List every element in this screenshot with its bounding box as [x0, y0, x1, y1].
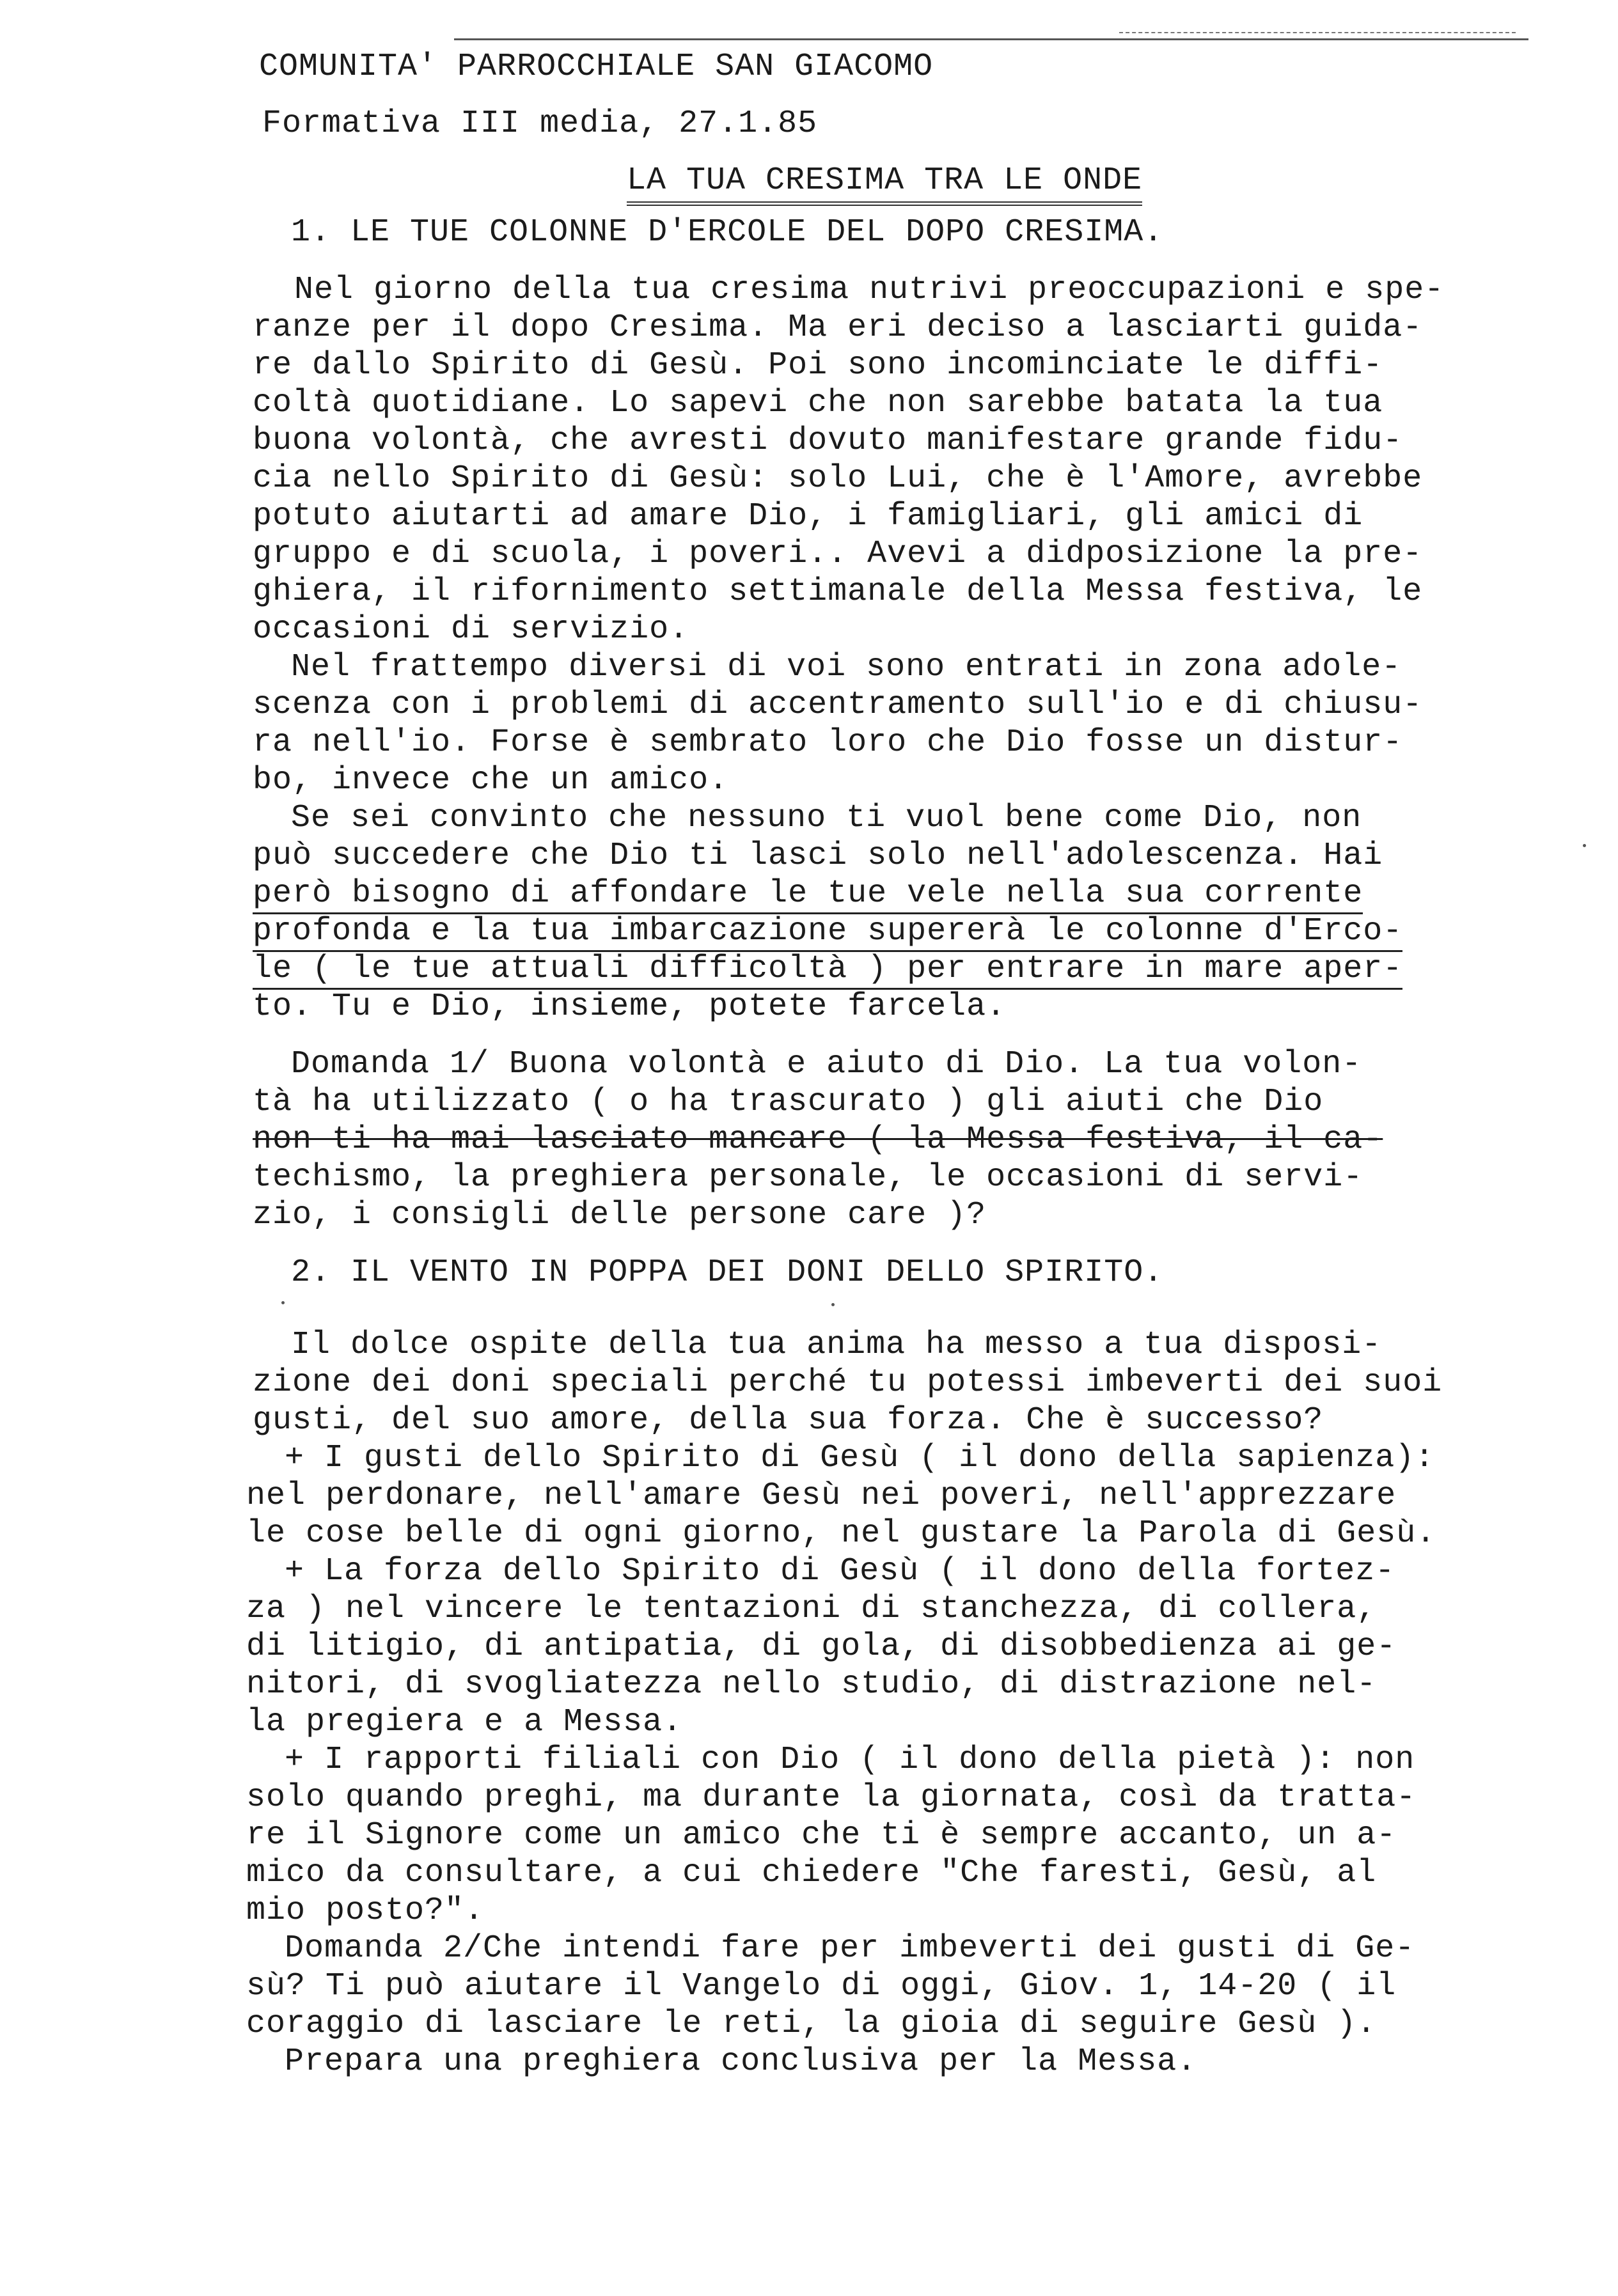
text-line: ra nell'io. Forse è sembrato loro che Dio fosse un distur- — [253, 724, 1403, 761]
underlined-text-line: le ( le tue attuali difficoltà ) per entrare in mare aper- — [253, 951, 1402, 990]
text-line: di litigio, di antipatia, di gola, di disobbedienza ai ge- — [246, 1628, 1397, 1665]
text-line: le cose belle di ogni giorno, nel gustare la Parola di Gesù. — [246, 1515, 1436, 1552]
text-line: buona volontà, che avresti dovuto manifestare grande fidu- — [253, 423, 1403, 459]
underlined-text-line: però bisogno di affondare le tue vele nella sua corrente — [253, 875, 1363, 914]
text-line: ranze per il dopo Cresima. Ma eri deciso a lasciarti guida- — [253, 309, 1423, 346]
text-line: potuto aiutarti ad amare Dio, i famigliari, gli amici di — [253, 498, 1363, 535]
text-line: ghiera, il rifornimento settimanale della Messa festiva, le — [253, 574, 1423, 610]
title-text: LA TUA CRESIMA TRA LE ONDE — [627, 162, 1142, 206]
text-line: gusti, del suo amore, della sua forza. Che è successo? — [253, 1402, 1324, 1439]
text-line: za ) nel vincere le tentazioni di stanchezza, di collera, — [246, 1591, 1377, 1627]
text-line: + I gusti dello Spirito di Gesù ( il dono della sapienza): — [285, 1440, 1435, 1476]
top-rule — [454, 38, 1528, 40]
text-line: bo, invece che un amico. — [253, 762, 729, 799]
text-line: zio, i consigli delle persone care )? — [253, 1197, 987, 1233]
text-line: cia nello Spirito di Gesù: solo Lui, che è l'Amore, avrebbe — [253, 460, 1423, 497]
text-line: solo quando preghi, ma durante la giornata, così da tratta- — [246, 1779, 1417, 1816]
struck-text-line: non ti ha mai lasciato mancare ( la Messa festiva, il ca- — [253, 1121, 1383, 1158]
text-line: può succedere che Dio ti lasci solo nell'adolescenza. Hai — [253, 838, 1383, 874]
text-line: occasioni di servizio. — [253, 611, 689, 648]
text-line: Il dolce ospite della tua anima ha messo a tua disposi- — [291, 1327, 1382, 1363]
text-line: la pregiera e a Messa. — [246, 1704, 683, 1740]
section-2-heading: 2. IL VENTO IN POPPA DEI DONI DELLO SPIRITO. — [291, 1254, 1164, 1291]
text-line: + I rapporti filiali con Dio ( il dono della pietà ): non — [285, 1742, 1415, 1778]
text-line: + La forza dello Spirito di Gesù ( il dono della fortez- — [285, 1553, 1395, 1589]
text-line: mico da consultare, a cui chiedere "Che faresti, Gesù, al — [246, 1855, 1377, 1891]
section-1-heading: 1. LE TUE COLONNE D'ERCOLE DEL DOPO CRESIMA. — [291, 214, 1164, 251]
text-line: scenza con i problemi di accentramento sull'io e di chiusu- — [253, 687, 1423, 723]
text-line: to. Tu e Dio, insieme, potete farcela. — [253, 988, 1007, 1025]
text-line: mio posto?". — [246, 1893, 485, 1929]
scan-speck — [281, 1301, 285, 1304]
text-line: coraggio di lasciare le reti, la gioia di seguire Gesù ). — [246, 2006, 1377, 2042]
text-line: Domanda 1/ Buona volontà e aiuto di Dio. La tua volon- — [291, 1046, 1362, 1082]
scan-speck — [1583, 844, 1586, 847]
text-line: sù? Ti può aiutare il Vangelo di oggi, Giov. 1, 14-20 ( il — [246, 1968, 1397, 2004]
text-line: re dallo Spirito di Gesù. Poi sono incominciate le diffi- — [253, 347, 1383, 384]
document-subtitle: Formativa III media, 27.1.85 — [262, 105, 818, 142]
scan-speck — [831, 1303, 835, 1306]
text-line: tà ha utilizzato ( o ha trascurato ) gli aiuti che Dio — [253, 1084, 1324, 1120]
text-line: gruppo e di scuola, i poveri.. Avevi a didposizione la pre- — [253, 536, 1423, 572]
text-line: techismo, la preghiera personale, le occasioni di servi- — [253, 1159, 1363, 1196]
text-line: Nel giorno della tua cresima nutrivi preoccupazioni e spe- — [294, 272, 1445, 308]
text-line: Nel frattempo diversi di voi sono entrati in zona adole- — [291, 649, 1402, 685]
text-line: nel perdonare, nell'amare Gesù nei poveri, nell'apprezzare — [246, 1478, 1397, 1514]
closing-instruction: Prepara una preghiera conclusiva per la Messa. — [285, 2043, 1197, 2080]
text-line: zione dei doni speciali perché tu potessi imbeverti dei suoi — [253, 1364, 1443, 1401]
top-rule-dashed — [1119, 32, 1516, 33]
text-line: Se sei convinto che nessuno ti vuol bene come Dio, non — [291, 800, 1362, 836]
text-line: coltà quotidiane. Lo sapevi che non sarebbe batata la tua — [253, 385, 1383, 421]
text-line: Domanda 2/Che intendi fare per imbeverti dei gusti di Ge- — [285, 1930, 1415, 1967]
text-line: nitori, di svogliatezza nello studio, di distrazione nel- — [246, 1666, 1377, 1703]
underlined-text-line: profonda e la tua imbarcazione supererà le colonne d'Erco- — [253, 913, 1402, 952]
text-line: re il Signore come un amico che ti è sempre accanto, un a- — [246, 1817, 1397, 1854]
document-title — [627, 162, 1142, 199]
parish-name: COMUNITA' PARROCCHIALE SAN GIACOMO — [259, 49, 934, 85]
